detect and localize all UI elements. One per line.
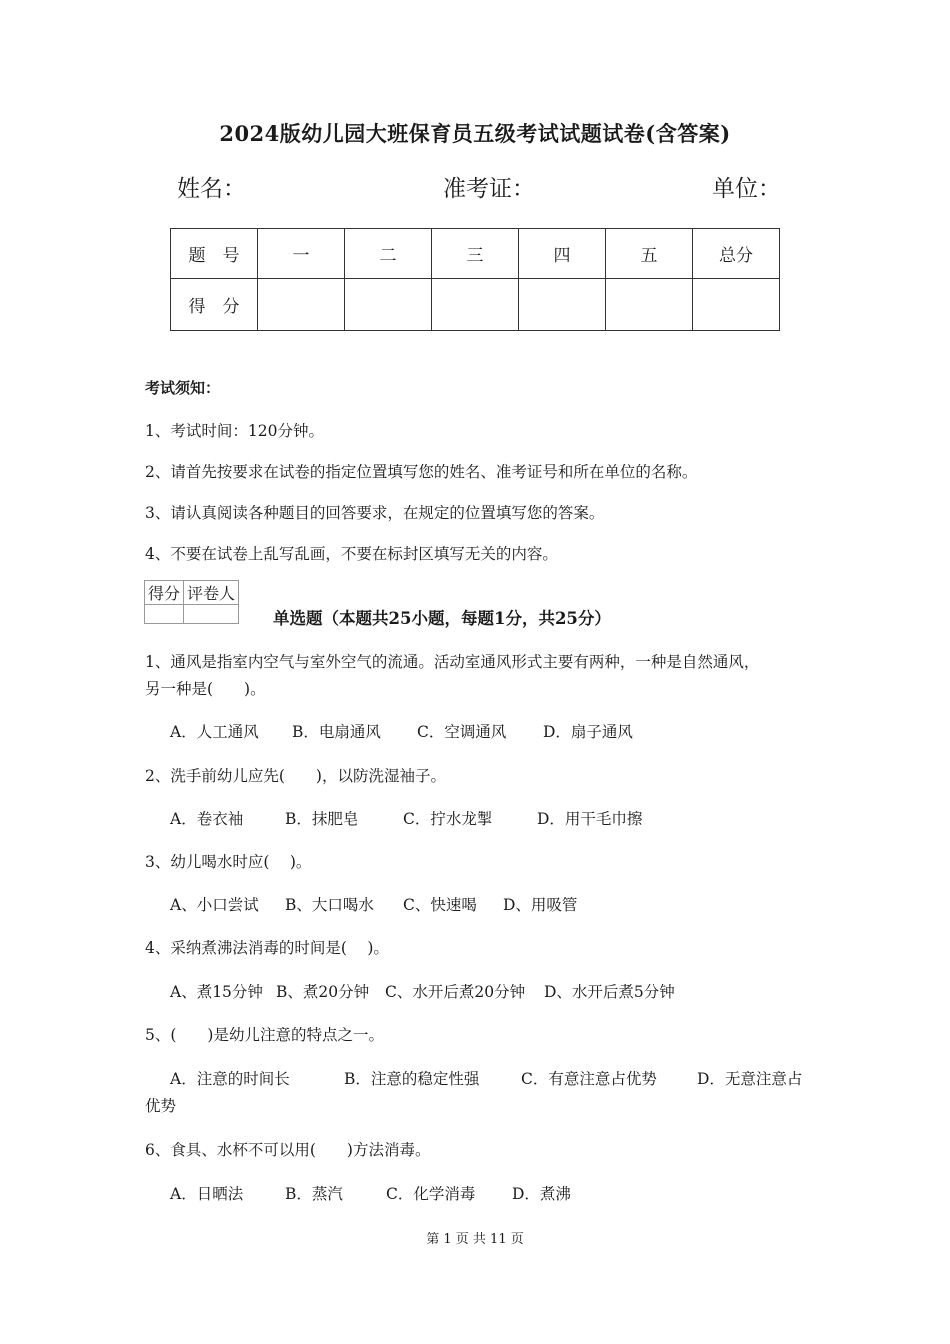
option-a[interactable]: A、煮15分钟 [170,983,263,1001]
option-a[interactable]: A、小口尝试 [170,896,259,914]
option-c[interactable]: C．化学消毒 [386,1185,476,1203]
question-stem: 1、通风是指室内空气与室外空气的流通。活动室通风形式主要有两种，一种是自然通风， [145,653,760,671]
option-b[interactable]: B．注意的稳定性强 [344,1070,480,1088]
question-stem: 4、采纳煮沸法消毒的时间是( )。 [145,939,389,957]
section-2-header: 二 [345,229,432,279]
question-options [170,1182,571,1204]
option-c[interactable]: C、水开后煮20分钟 [385,983,526,1001]
total-header: 总分 [693,229,780,279]
option-c[interactable]: C．拧水龙掣 [403,810,493,828]
grader-reviewer-label: 评卷人 [184,581,239,605]
option-b[interactable]: B、大口喝水 [285,896,374,914]
question-options [170,1067,802,1089]
option-d[interactable]: D．无意注意占 [697,1070,803,1088]
grader-box [144,580,239,624]
section-3-header: 三 [432,229,519,279]
option-d[interactable]: D、水开后煮5分钟 [544,983,675,1001]
option-c[interactable]: C、快速喝 [403,896,477,914]
question-options [170,720,633,742]
option-c[interactable]: C．有意注意占优势 [521,1070,657,1088]
option-d[interactable]: D．用干毛巾擦 [537,810,643,828]
grader-score-label: 得分 [145,581,184,605]
score-cell-2[interactable] [345,279,432,331]
section-4-header: 四 [519,229,606,279]
section-5-header: 五 [606,229,693,279]
name-label: 姓名： [177,176,246,202]
score-cell-total[interactable] [693,279,780,331]
option-a[interactable]: A．人工通风 [170,723,259,741]
score-cell-3[interactable] [432,279,519,331]
notice-item: 2、请首先按要求在试卷的指定位置填写您的姓名、准考证号和所在单位的名称。 [145,463,698,481]
question-stem: 5、( )是幼儿注意的特点之一。 [145,1026,384,1044]
question-stem: 3、幼儿喝水时应( )。 [145,853,312,871]
exam-title: 2024版幼儿园大班保育员五级考试试题试卷(含答案) [219,121,731,146]
option-b[interactable]: B．电扇通风 [292,723,381,741]
option-d[interactable]: D、用吸管 [503,896,578,914]
option-b[interactable]: B、煮20分钟 [276,983,370,1001]
option-b[interactable]: B．抹肥皂 [285,810,359,828]
grader-reviewer-cell[interactable] [184,605,239,624]
question-stem: 6、食具、水杯不可以用( )方法消毒。 [145,1141,431,1159]
question-stem-continued: 另一种是( )。 [145,680,266,698]
option-b[interactable]: B．蒸汽 [285,1185,343,1203]
section-1-header: 一 [258,229,345,279]
ticket-number-label: 准考证： [443,176,535,202]
notice-item: 3、请认真阅读各种题目的回答要求，在规定的位置填写您的答案。 [145,504,605,522]
option-c[interactable]: C．空调通风 [417,723,507,741]
section-title: 单选题（本题共25小题，每题1分，共25分） [273,609,611,628]
score-table-score-row [171,279,780,331]
score-label: 得 分 [171,279,258,331]
page-number: 第 1 页 共 11 页 [426,1232,524,1247]
unit-label: 单位： [712,176,781,202]
question-stem: 2、洗手前幼儿应先( )，以防洗湿袖子。 [145,767,446,785]
score-table [170,228,780,331]
score-table-header-row [171,229,780,279]
option-d[interactable]: D．扇子通风 [543,723,633,741]
score-cell-5[interactable] [606,279,693,331]
question-options [170,980,675,1002]
question-number-label: 题 号 [171,229,258,279]
option-a[interactable]: A．卷衣袖 [170,810,244,828]
score-cell-1[interactable] [258,279,345,331]
option-a[interactable]: A．注意的时间长 [170,1070,290,1088]
notice-item: 1、考试时间：120分钟。 [145,422,324,440]
question-options [170,893,577,915]
notice-title: 考试须知： [145,379,221,397]
grader-score-cell[interactable] [145,605,184,624]
notice-item: 4、不要在试卷上乱写乱画，不要在标封区填写无关的内容。 [145,545,558,563]
option-a[interactable]: A．日晒法 [170,1185,244,1203]
question-options [170,807,642,829]
option-d-continued: 优势 [145,1097,177,1115]
score-cell-4[interactable] [519,279,606,331]
option-d[interactable]: D．煮沸 [512,1185,571,1203]
